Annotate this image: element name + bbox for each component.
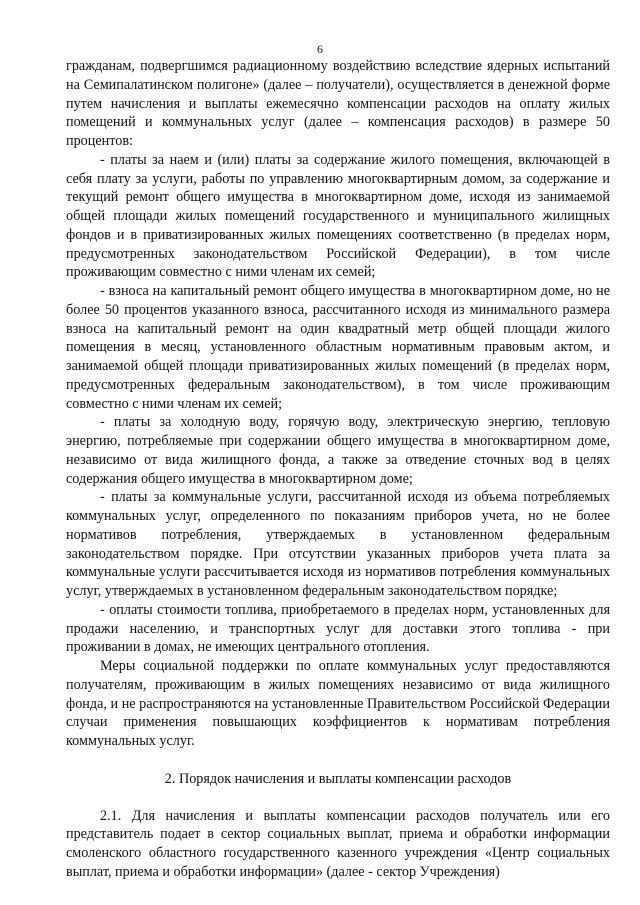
document-body [66,57,610,882]
paragraph-utility-payments: - платы за коммунальные услуги, рассчитанной исходя из объема потребляемых коммунальных услуг, определенного по показаниям приборов учета, но не более нормативов потребления, утверждаемых в установленном федеральным законодательством порядке. При отсутствии указанных приборов учета плата за коммунальные услуги рассчитывается исходя из нормативов потребления коммунальных услуг, утверждаемых в установленном федеральным законодательством порядке; [66,489,610,599]
page-number: 6 [317,42,323,56]
paragraph-fuel: - оплаты стоимости топлива, приобретаемого в пределах норм, установленных для продажи населению, и транспортных услуг для доставки этого топлива - при проживании в домах, не имеющих центрального отопления. [66,601,610,656]
paragraph-intro: гражданам, подвергшимся радиационному воздействию вследствие ядерных испытаний на Семипалатинском полигоне» (далее – получатели), осуществляется в денежной форме путем начисления и выплаты ежемесячно компенсации расходов на оплату жилых помещений и коммунальных услуг (далее – компенсация расходов) в размере 50 процентов: [66,58,610,149]
paragraph-capital-repair: - взноса на капитальный ремонт общего имущества в многоквартирном доме, но не более 50 процентов указанного взноса, рассчитанного исходя из минимального размера взноса на капитальный ремонт на один квадратный метр общей площади жилого помещения в месяц, установленного областным нормативным правовым актом, и занимаемой общей площади приватизированных жилых помещений (в пределах норм, предусмотренных федеральным законодательством), в том числе проживающим совместно с ними членам их семей; [66,283,610,412]
paragraph-support-measures: Меры социальной поддержки по оплате коммунальных услуг предоставляются получателям, проживающим в жилых помещениях независимо от вида жилищного фонда, и не распространяются на установленные Правительством Российской Федерации случаи применения повышающих коэффициентов к нормативам потребления коммунальных услуг. [66,658,610,749]
paragraph-common-utilities: - платы за холодную воду, горячую воду, электрическую энергию, тепловую энергию, потребляемые при содержании общего имущества в многоквартирном доме, независимо от вида жилищного фонда, а также за отведение сточных вод в целях содержания общего имущества в многоквартирном доме; [66,414,610,487]
paragraph-section-2-1: 2.1. Для начисления и выплаты компенсации расходов получатель или его представитель подает в сектор социальных выплат, приема и обработки информации смоленского областного государственного казенного учреждения «Центр социальных выплат, приема и обработки информации» (далее - сектор Учреждения) [66,807,610,880]
section-heading: 2. Порядок начисления и выплаты компенсации расходов [164,770,512,787]
paragraph-housing-fee: - платы за наем и (или) платы за содержание жилого помещения, включающей в себя плату за услуги, работы по управлению многоквартирным домом, за содержание и текущий ремонт общего имущества в многоквартирном доме, исходя из занимаемой общей площади жилых помещений государственного и муниципального жилищных фондов и в приватизированных жилых помещениях соответственно (в пределах норм, предусмотренных законодательством Российской Федерации), в том числе проживающим совместно с ними членам их семей; [66,151,610,281]
